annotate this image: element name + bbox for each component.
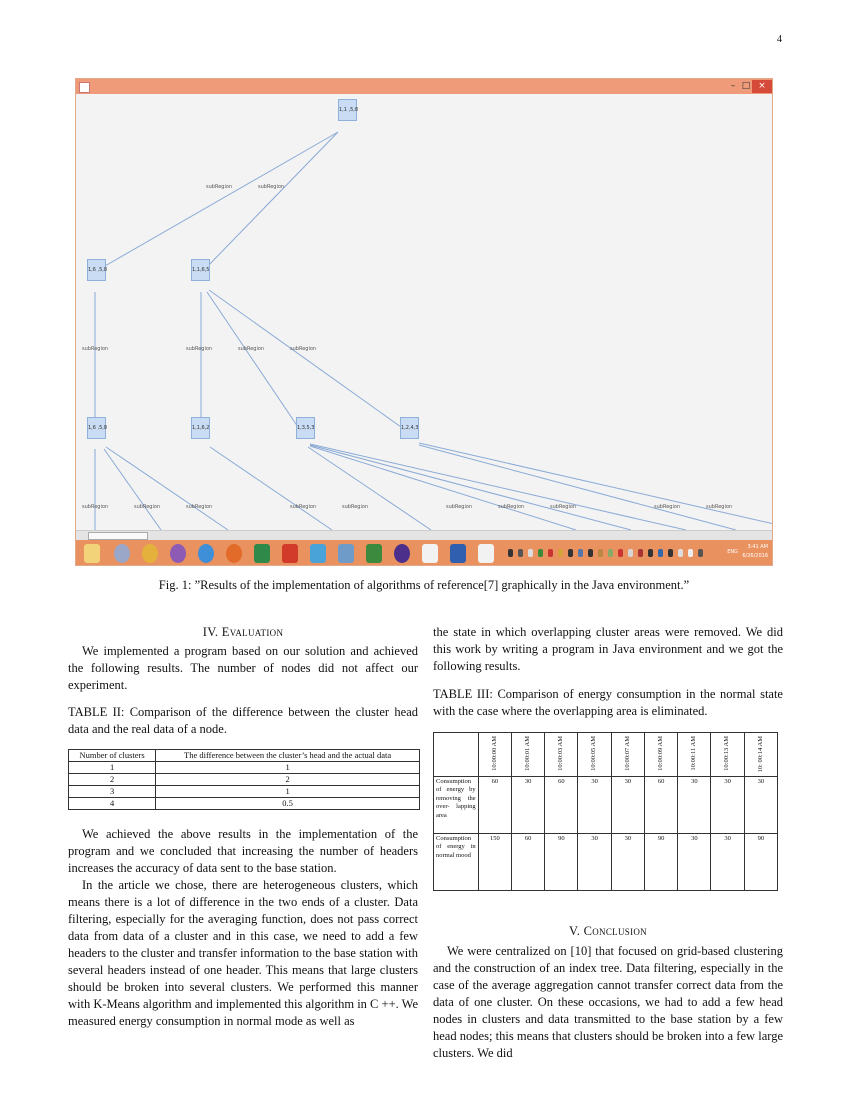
page-number: 4 bbox=[777, 34, 782, 45]
internet-explorer-icon[interactable] bbox=[198, 544, 214, 563]
word-icon[interactable] bbox=[450, 544, 466, 563]
edge-label: subRegion bbox=[258, 184, 285, 190]
table-cell: 30 bbox=[711, 776, 744, 833]
tray-icon[interactable] bbox=[548, 549, 553, 557]
edge-label: subRegion bbox=[186, 346, 213, 352]
table-header-cell: Number of clusters bbox=[69, 750, 156, 762]
time-header: 10:00:13 AM bbox=[723, 736, 731, 771]
time-header: 10: 00:14 AM bbox=[756, 736, 764, 773]
graph-node[interactable]: 1,1 ,5,8 bbox=[338, 99, 357, 121]
tray-icon[interactable] bbox=[568, 549, 573, 557]
monitor-icon[interactable] bbox=[338, 544, 354, 563]
time-header: 10:00:03 AM bbox=[557, 736, 565, 771]
tray-icon[interactable] bbox=[628, 549, 633, 557]
tray-icon[interactable] bbox=[528, 549, 533, 557]
tray-icon[interactable] bbox=[638, 549, 643, 557]
eclipse-icon[interactable] bbox=[394, 544, 410, 563]
tray-icon[interactable] bbox=[518, 549, 523, 557]
java-app-icon[interactable] bbox=[478, 544, 494, 563]
row-label: Consumption of energy by removing the over- lapping area bbox=[434, 776, 479, 833]
table-cell: 60 bbox=[478, 776, 511, 833]
row-label: Consumption of energy in normal mood bbox=[434, 833, 479, 890]
table-cell: 90 bbox=[545, 833, 578, 890]
edge-label: subRegion bbox=[498, 504, 525, 510]
edge bbox=[310, 446, 576, 530]
table-cell: 1 bbox=[156, 786, 420, 798]
paragraph: In the article we chose, there are heterogeneous clusters, which means there is a lot of difference in the two ends of a cluster. Data filtering, especially for the averaging function, does not pass correct data from data of a cluster and in this case, we need to add a few headers to the cluster and transfer information to the base station with several headers instead of one header. This means that large clusters should be broken into several clusters. We performed this manner with K-Means algorithm and implemented this algorithm in C ++. We measured energy consumption in normal mode as well as bbox=[68, 878, 418, 1028]
tray-icon[interactable] bbox=[608, 549, 613, 557]
paragraph: We were centralized on [10] that focused on grid-based clustering and the construction of an index tree. Data filtering, especially in the case of the average aggregation cannot transfer correct data from the data of one cluster. On these occasions, we had to add a few head nodes in clusters and data transmitted to the base station by a few head nodes; this means that clusters should be broken into a few large clusters. We did bbox=[433, 943, 783, 1060]
edge-label: subRegion bbox=[550, 504, 577, 510]
window-titlebar bbox=[76, 79, 772, 94]
paragraph: We achieved the above results in the implementation of the program and we concluded that increasing the number of headers increases the accuracy of data sent to the base station. bbox=[68, 827, 418, 875]
figure-caption: Fig. 1: ”Results of the implementation of algorithms of reference[7] graphically in the Java environment.” bbox=[158, 578, 690, 592]
edge-label: subRegion bbox=[290, 504, 317, 510]
excel-icon[interactable] bbox=[254, 544, 270, 563]
section-title: Conclusion bbox=[583, 923, 647, 938]
network-icon[interactable] bbox=[310, 544, 326, 563]
graph-node[interactable]: 1,6 ,5,8 bbox=[87, 259, 106, 281]
language-indicator[interactable]: ENG bbox=[727, 549, 738, 555]
table-row bbox=[69, 786, 420, 798]
edge-label: subRegion bbox=[706, 504, 733, 510]
maximize-button[interactable]: □ bbox=[741, 81, 751, 91]
table-cell: 30 bbox=[678, 776, 711, 833]
edge bbox=[310, 445, 631, 530]
graph-edges bbox=[76, 94, 773, 530]
table-header-cell: The difference between the cluster’s head and the actual data bbox=[156, 750, 420, 762]
table-cell: 30 bbox=[744, 776, 777, 833]
edge bbox=[419, 445, 736, 530]
section-number: IV. bbox=[202, 625, 219, 639]
tray-icon[interactable] bbox=[648, 549, 653, 557]
time-header: 10:00:05 AM bbox=[590, 736, 598, 771]
right-column bbox=[433, 624, 783, 1062]
table-cell: 30 bbox=[611, 776, 644, 833]
section-title: Evaluation bbox=[221, 625, 284, 639]
table-cell: 1 bbox=[69, 762, 156, 774]
edge bbox=[106, 447, 228, 530]
table-cell: 3 bbox=[69, 786, 156, 798]
paragraph: We implemented a program based on our solution and achieved the following results. The number of nodes did not affect our experiment. bbox=[68, 644, 418, 692]
edge-label: subRegion bbox=[446, 504, 473, 510]
table-header-row bbox=[69, 750, 420, 762]
table-cell: 0.5 bbox=[156, 798, 420, 810]
table-header-row bbox=[434, 733, 778, 777]
tray-icon[interactable] bbox=[678, 549, 683, 557]
left-column bbox=[68, 624, 418, 1030]
table-cell: 1 bbox=[156, 762, 420, 774]
table-row bbox=[69, 762, 420, 774]
tray-icon[interactable] bbox=[618, 549, 623, 557]
table3-caption: TABLE III: Comparison of energy consumption in the normal state with the case where the overlapping area is eliminated. bbox=[433, 687, 783, 718]
taskbar-clock[interactable] bbox=[742, 543, 768, 561]
tray-icon[interactable] bbox=[588, 549, 593, 557]
table-cell: 2 bbox=[156, 774, 420, 786]
table-cell: 30 bbox=[711, 833, 744, 890]
tray-icon[interactable] bbox=[598, 549, 603, 557]
chrome-icon[interactable] bbox=[142, 544, 158, 563]
section-number: V. bbox=[569, 923, 581, 938]
table-header-cell bbox=[434, 733, 479, 777]
graph-node[interactable]: 1,2,4,3 bbox=[400, 417, 419, 439]
table-cell: 2 bbox=[69, 774, 156, 786]
scrollbar-thumb[interactable] bbox=[88, 532, 148, 540]
file-explorer-icon[interactable] bbox=[84, 544, 100, 563]
tray-icon[interactable] bbox=[688, 549, 693, 557]
tray-icon[interactable] bbox=[698, 549, 703, 557]
clock-date: 6/26/2016 bbox=[742, 553, 768, 559]
time-header: 10:00:07 AM bbox=[623, 736, 631, 771]
graph-node[interactable]: 1,6 ,5,8 bbox=[87, 417, 106, 439]
edge bbox=[209, 290, 401, 427]
java-app-icon bbox=[79, 82, 90, 93]
edge-label: subRegion bbox=[290, 346, 317, 352]
tray-icon[interactable] bbox=[508, 549, 513, 557]
graph-node[interactable]: 1,1,6,2 bbox=[191, 417, 210, 439]
time-header: 10:00:01 AM bbox=[523, 736, 531, 771]
clock-time: 3:41 AM bbox=[747, 544, 768, 550]
edge-label: subRegion bbox=[186, 504, 213, 510]
edge bbox=[98, 132, 338, 270]
edge-label: subRegion bbox=[82, 504, 109, 510]
edge-label: subRegion bbox=[342, 504, 369, 510]
tray-icon[interactable] bbox=[668, 549, 673, 557]
table-row bbox=[69, 798, 420, 810]
tray-icon[interactable] bbox=[578, 549, 583, 557]
time-header: 10:00:00 AM bbox=[490, 736, 498, 771]
java-app-screenshot bbox=[75, 78, 773, 566]
edge-label: subRegion bbox=[206, 184, 233, 190]
minimize-button[interactable]: – bbox=[730, 81, 736, 91]
time-header: 10:00:11 AM bbox=[690, 736, 698, 771]
table2-caption: TABLE II: Comparison of the difference between the cluster head data and the real data of a node. bbox=[68, 705, 418, 736]
table-cell: 60 bbox=[545, 776, 578, 833]
table-row bbox=[434, 833, 778, 890]
edge bbox=[207, 292, 298, 427]
acrobat-icon[interactable] bbox=[282, 544, 298, 563]
table-row bbox=[69, 774, 420, 786]
edge bbox=[419, 443, 773, 524]
table-cell: 30 bbox=[578, 833, 611, 890]
settings-icon[interactable] bbox=[114, 544, 130, 563]
edge bbox=[308, 447, 431, 530]
table-cell: 4 bbox=[69, 798, 156, 810]
graph-node[interactable]: 1,3,5,3 bbox=[296, 417, 315, 439]
tray-icon[interactable] bbox=[658, 549, 663, 557]
table-cell: 90 bbox=[744, 833, 777, 890]
table-cell: 30 bbox=[611, 833, 644, 890]
table-cell: 60 bbox=[644, 776, 677, 833]
table-cell: 150 bbox=[478, 833, 511, 890]
table-cell: 30 bbox=[578, 776, 611, 833]
tree-graph-canvas bbox=[76, 94, 772, 530]
close-button[interactable]: × bbox=[752, 80, 772, 93]
windows-taskbar bbox=[76, 540, 772, 566]
edge bbox=[204, 132, 338, 270]
table-row bbox=[434, 776, 778, 833]
table3 bbox=[433, 732, 778, 891]
firefox-icon[interactable] bbox=[226, 544, 242, 563]
table-cell: 30 bbox=[511, 776, 544, 833]
edge-label: subRegion bbox=[134, 504, 161, 510]
horizontal-scrollbar[interactable] bbox=[76, 530, 772, 540]
section-heading-conclusion bbox=[433, 923, 783, 940]
section-heading-evaluation bbox=[68, 624, 418, 641]
java-icon[interactable] bbox=[422, 544, 438, 563]
viber-icon[interactable] bbox=[170, 544, 186, 563]
time-header: 10:00:09 AM bbox=[656, 736, 664, 771]
graph-node[interactable]: 1,1,6,5 bbox=[191, 259, 210, 281]
table-cell: 30 bbox=[678, 833, 711, 890]
table-cell: 90 bbox=[644, 833, 677, 890]
media-icon[interactable] bbox=[366, 544, 382, 563]
tray-icon[interactable] bbox=[538, 549, 543, 557]
table2 bbox=[68, 749, 420, 810]
edge bbox=[104, 449, 161, 530]
edge-label: subRegion bbox=[654, 504, 681, 510]
paragraph: the state in which overlapping cluster areas were removed. We did this work by writing a program in Java environment and we got the following results. bbox=[433, 625, 783, 673]
edge-label: subRegion bbox=[238, 346, 265, 352]
edge bbox=[210, 447, 332, 530]
edge-label: subRegion bbox=[82, 346, 109, 352]
tray-icon[interactable] bbox=[558, 549, 563, 557]
table-cell: 60 bbox=[511, 833, 544, 890]
